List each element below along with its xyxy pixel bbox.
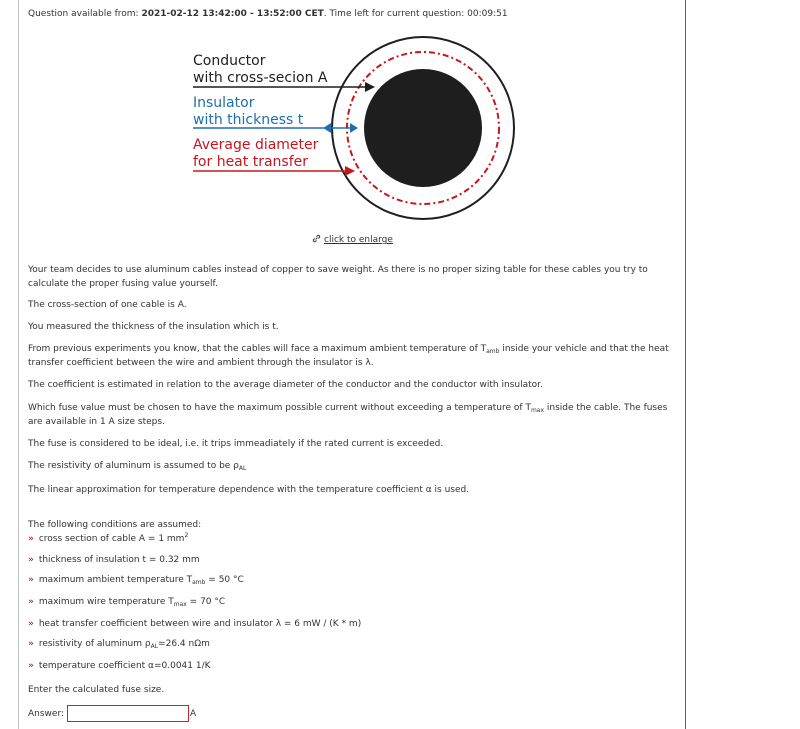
time-left-label: . Time left for current question: — [323, 9, 465, 19]
insulator-label-line1: Insulator — [193, 95, 255, 111]
paragraph-ambient: From previous experiments you know, that the cables will face a maximum ambient temperature of $T_{amb}$ inside your vehicle and that the heat transfer coefficient between the wire and ambient through the insulator is λ. — [28, 344, 669, 368]
paragraph-coefficient: The coefficient is estimated in relation to the average diameter of the conductor and the conductor with insulator. — [28, 380, 543, 390]
conductor-circle — [364, 69, 482, 187]
paragraph-intro: Your team decides to use aluminum cables instead of copper to save weight. As there is no proper sizing table for these cables you try to calculate the proper fusing value yourself. — [28, 265, 648, 289]
link-icon — [312, 234, 321, 243]
question-header — [28, 9, 508, 19]
answer-unit: A — [190, 709, 197, 719]
insulator-arrow-left-icon — [323, 123, 331, 133]
condition-cross-section: » cross section of cable A = 1 $mm^2$ — [28, 532, 189, 544]
time-left-value: 00:09:51 — [467, 9, 508, 19]
conditions-intro: The following conditions are assumed: — [28, 520, 202, 530]
condition-heat-transfer: » heat transfer coefficient between wire and insulator λ = 6 mW / (K * m) — [28, 619, 362, 629]
chevron-right-icon: » — [28, 661, 34, 671]
chevron-right-icon: » — [28, 555, 34, 565]
conductor-label-line1: Conductor — [193, 53, 266, 69]
enter-instruction: Enter the calculated fuse size. — [28, 685, 165, 695]
cable-cross-section-figure[interactable] — [185, 30, 520, 230]
average-label-line2: for heat transfer — [193, 154, 308, 170]
average-label-line1: Average diameter — [193, 137, 319, 153]
enlarge-link[interactable] — [312, 234, 393, 245]
insulator-label-line2: with thickness t — [193, 112, 304, 128]
chevron-right-icon: » — [28, 534, 34, 544]
condition-temperature-coefficient: » temperature coefficient α=0.0041 1/K — [28, 661, 211, 671]
paragraph-cross-section: The cross-section of one cable is A. — [28, 300, 187, 310]
chevron-right-icon: » — [28, 619, 34, 629]
answer-input[interactable] — [67, 705, 189, 722]
paragraph-linear-approx: The linear approximation for temperature dependence with the temperature coefficient α is used. — [28, 485, 470, 495]
conductor-label-line2: with cross-secion A — [193, 70, 328, 86]
paragraph-fuse-question: Which fuse value must be chosen to have the maximum possible current without exceeding a temperature of $T_{max}$ inside the cable. The fuses are available in 1 A size steps. — [28, 403, 668, 427]
paragraph-ideal-fuse: The fuse is considered to be ideal, i.e. it trips immeadiately if the rated current is exceeded. — [28, 439, 444, 449]
enlarge-link-text[interactable]: click to enlarge — [324, 235, 393, 245]
chevron-right-icon: » — [28, 575, 34, 585]
answer-label: Answer: — [28, 709, 65, 719]
availability-label: Question available from: — [28, 9, 139, 19]
condition-insulation-thickness: » thickness of insulation t = 0.32 mm — [28, 555, 200, 565]
condition-wire-temperature: » maximum wire temperature $T_{max} = 70$ °C — [28, 597, 226, 608]
availability-window: 2021-02-12 13:42:00 - 13:52:00 CET — [141, 9, 324, 19]
chevron-right-icon: » — [28, 597, 34, 607]
condition-ambient-temperature: » maximum ambient temperature $T_{amb} = 50$ °C — [28, 575, 244, 586]
chevron-right-icon: » — [28, 639, 34, 649]
paragraph-resistivity: The resistivity of aluminum is assumed to be $\rho_{AL}$ — [28, 461, 247, 472]
paragraph-thickness: You measured the thickness of the insulation which is t. — [28, 322, 279, 332]
condition-resistivity: » resistivity of aluminum $\rho_{AL}=26.4$ nΩm — [28, 639, 210, 650]
